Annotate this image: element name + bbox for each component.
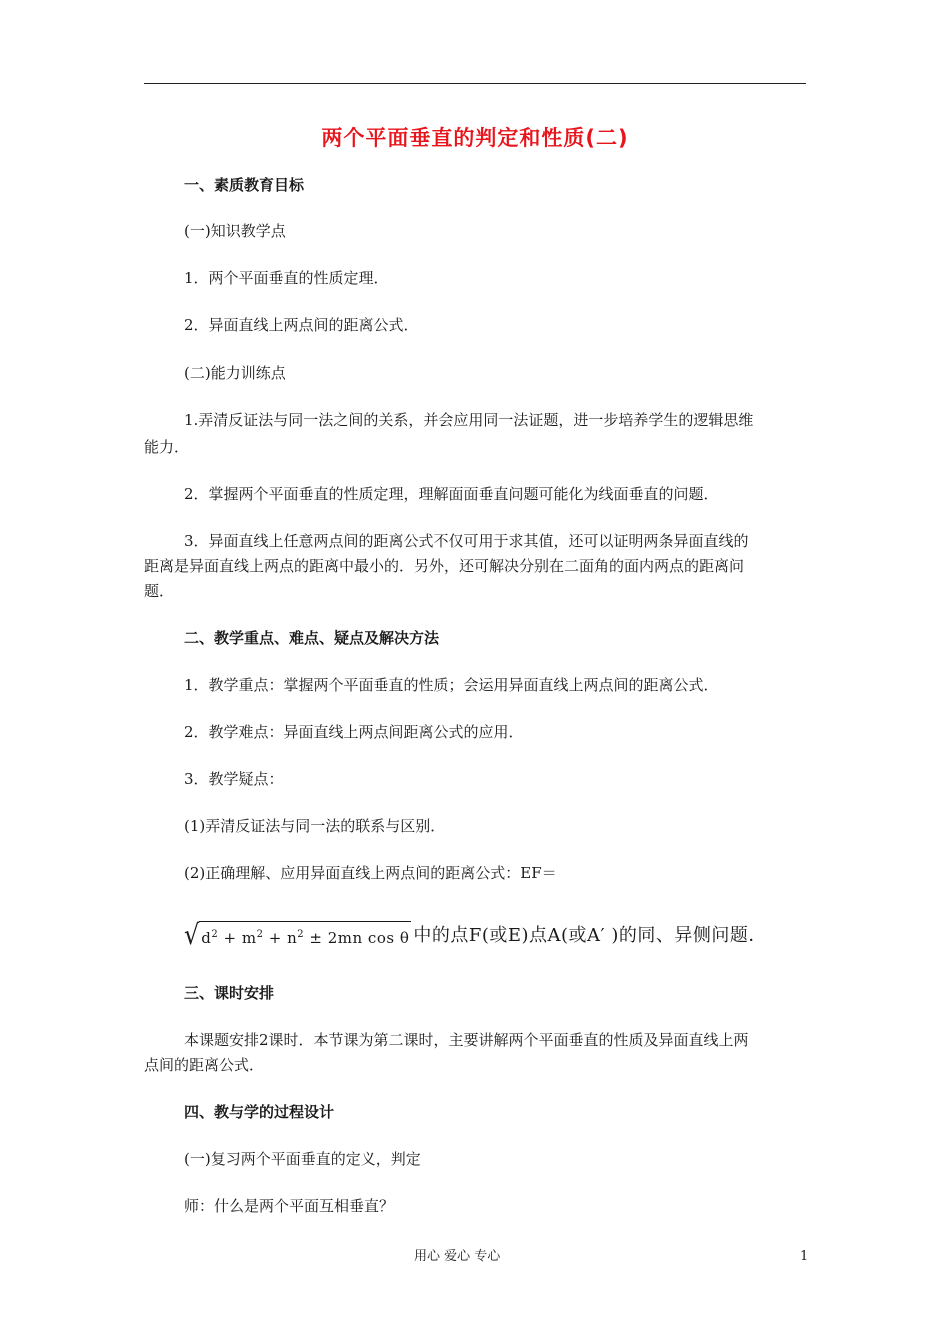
footer-slogan: 用心 爱心 专心 — [414, 1249, 501, 1264]
process-subsection-1: (一)复习两个平面垂直的定义，判定 — [184, 1150, 421, 1168]
header-rule — [144, 83, 806, 84]
ability-item-1-line-1: 1.弄清反证法与同一法之间的关系，并会应用同一法证题，进一步培养学生的逻辑思维 — [184, 411, 754, 429]
radicand-n: + n — [263, 929, 298, 947]
knowledge-item-2: 2．异面直线上两点间的距离公式． — [184, 316, 419, 334]
key-point-item: 1．教学重点：掌握两个平面垂直的性质；会运用异面直线上两点间的距离公式． — [184, 676, 719, 694]
schedule-line-2: 点间的距离公式． — [144, 1056, 265, 1074]
radicand — [199, 921, 411, 949]
ability-item-1-line-2: 能力． — [144, 438, 190, 456]
ability-item-3-line-3: 题． — [144, 582, 175, 600]
section-heading-3: 三、课时安排 — [184, 984, 275, 1002]
difficulty-item: 2．教学难点：异面直线上两点间距离公式的应用． — [184, 723, 524, 741]
radicand-d: d — [201, 929, 212, 947]
section-heading-4: 四、教与学的过程设计 — [184, 1103, 335, 1121]
page-number: 1 — [800, 1249, 809, 1264]
formula-tail-text: 中的点F(或E)点A(或A′ )的同、异侧问题． — [413, 925, 767, 946]
ability-item-3-line-1: 3．异面直线上任意两点间的距离公式不仅可用于求其值，还可以证明两条异面直线的 — [184, 532, 749, 550]
knowledge-item-1: 1．两个平面垂直的性质定理． — [184, 269, 389, 287]
radicand-rest: ± 2mn cos θ — [304, 929, 410, 947]
schedule-line-1: 本课题安排2课时．本节课为第二课时，主要讲解两个平面垂直的性质及异面直线上两 — [184, 1031, 749, 1049]
distance-formula — [184, 917, 767, 951]
exponent-3: 2 — [297, 929, 305, 940]
exponent-1: 2 — [211, 929, 219, 940]
square-root — [184, 918, 411, 952]
teacher-question: 师：什么是两个平面互相垂直？ — [184, 1197, 395, 1215]
exponent-2: 2 — [256, 929, 264, 940]
ability-item-2: 2．掌握两个平面垂直的性质定理，理解面面垂直问题可能化为线面垂直的问题． — [184, 485, 719, 503]
radicand-m: + m — [218, 929, 257, 947]
document-title: 两个平面垂直的判定和性质(二) — [321, 126, 629, 150]
doubt-item: 3．教学疑点： — [184, 770, 284, 788]
ability-item-3-line-2: 距离是异面直线上两点的距离中最小的．另外，还可解决分别在二面角的面内两点的距离问 — [144, 557, 745, 575]
doubt-subitem-1: (1)弄清反证法与同一法的联系与区别． — [184, 817, 446, 835]
section-heading-1: 一、素质教育目标 — [184, 176, 305, 194]
sqrt-sign: √ — [184, 918, 200, 952]
subsection-ability: (二)能力训练点 — [184, 364, 286, 382]
doubt-subitem-2: (2)正确理解、应用异面直线上两点间的距离公式：EF＝ — [184, 864, 557, 882]
subsection-knowledge: (一)知识教学点 — [184, 222, 286, 240]
section-heading-2: 二、教学重点、难点、疑点及解决方法 — [184, 629, 440, 647]
